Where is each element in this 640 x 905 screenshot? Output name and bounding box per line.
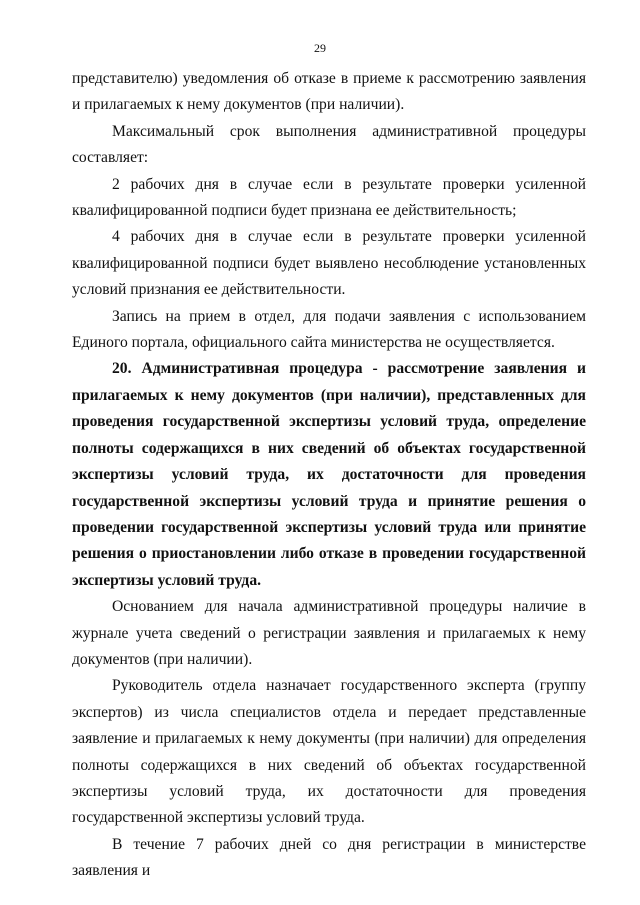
section-20-heading: 20. Административная процедура - рассмотрение заявления и прилагаемых к нему документов (при наличии), представленных для проведения государственной экспертизы условий труда, определение полноты содержащихся в них сведений об объектах государственной экспертизы условий труда, их достаточности для проведения государственной экспертизы условий труда и принятие решения о проведении государственной экспертизы условий труда или принятие решения о приостановлении либо отказе в проведении государственной экспертизы условий труда. (72, 360, 586, 589)
paragraph-appointment: Запись на прием в отдел, для подачи заявления с использованием Единого портала, официального сайта министерства не осуществляется. (72, 307, 586, 352)
paragraph-max-term: Максимальный срок выполнения административной процедуры составляет: (72, 122, 586, 167)
paragraph-seven-days: В течение 7 рабочих дней со дня регистрации в министерстве заявления и (72, 835, 586, 880)
page-number: 29 (314, 41, 326, 55)
paragraph-head-of-department: Руководитель отдела назначает государственного эксперта (группу экспертов) из числа специалистов отдела и передает представленные заявление и прилагаемых к нему документы (при наличии) для определения полноты содержащихся в них сведений об объектах государственной экспертизы условий труда, их достаточности для проведения государственной экспертизы условий труда. (72, 677, 586, 827)
paragraph-two-days: 2 рабочих дня в случае если в результате проверки усиленной квалифицированной подписи будет признана ее действительность; (72, 175, 586, 220)
document-body (72, 66, 586, 885)
paragraph-four-days: 4 рабочих дня в случае если в результате проверки усиленной квалифицированной подписи будет выявлено несоблюдение установленных условий признания ее действительности. (72, 228, 586, 299)
paragraph-continuation: представителю) уведомления об отказе в приеме к рассмотрению заявления и прилагаемых к нему документов (при наличии). (72, 70, 586, 114)
paragraph-basis: Основанием для начала административной процедуры наличие в журнале учета сведений о регистрации заявления и прилагаемых к нему документов (при наличии). (72, 598, 586, 668)
